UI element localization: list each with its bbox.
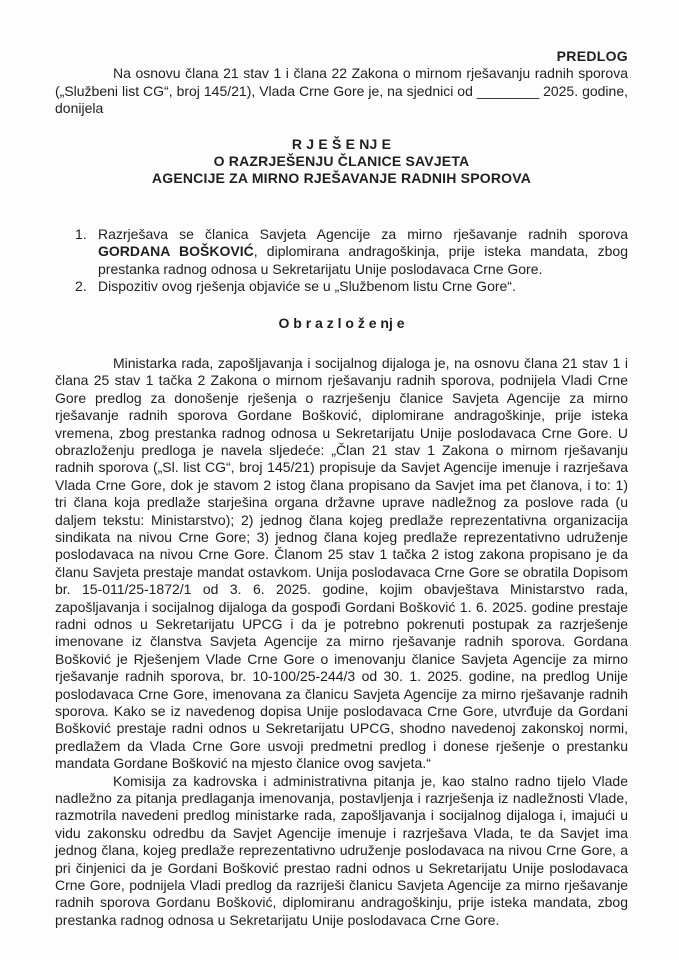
decision-title-line-2: O RAZRJEŠENJU ČLANICE SAVJETA (213, 153, 470, 170)
predlog-label: PREDLOG (556, 48, 628, 64)
obrazlozenje-heading: O b r a z l o ž e nj e (278, 315, 405, 332)
list-item-2-number: 2. (75, 278, 87, 295)
person-name: GORDANA BOŠKOVIĆ (98, 243, 254, 260)
decision-title-line-1: R J E Š E NJ E (291, 135, 392, 152)
list-item-1-text-before: Razrješava se članica Savjeta Agencije za mirno rješavanje radnih sporova (98, 225, 628, 242)
list-item-1-text (98, 226, 628, 277)
list-item-1-text-after: , diplomirana andragoškinja, prije isteka mandata, zbog prestanka radnog odnosa u Sekretarijatu Unije poslodavaca Crne Gore. (98, 243, 628, 277)
decision-title-block (55, 136, 628, 188)
list-item-2-text: Dispozitiv ovog rješenja objaviće se u „Službenom listu Crne Gore“. (98, 278, 516, 295)
intro-paragraph: Na osnovu člana 21 stav 1 i člana 22 Zakona o mirnom rješavanju radnih sporova („Službeni list CG“, broj 145/21), Vlada Crne Gore je, na sjednici od ________ 2025. godine, donijela (55, 65, 628, 117)
list-item-2 (55, 278, 628, 295)
reasoning-paragraph-2: Komisija za kadrovska i administrativna pitanja je, kao stalno radno tijelo Vlade nadležno za pitanja predlaganja imenovanja, postavljenja i razrješenja iz nadležnosti Vlade, razmotrila navedeni predlog ministarke rada, zapošljavanja i socijalnog dijaloga i, imajući u vidu zakonsku odredbu da Savjet Agencije imenuje i razrješava Vlada, te da Savjet ima jednog člana, kojeg predlaže reprezentativno udruženje poslodavaca na nivou Crne Gore, a pri činjenici da je Gordani Bošković prestao radni odnos u Sekretarijatu Unije poslodavaca Crne Gore, podnijela Vladi predlog da razriješi članicu Savjeta Agencije za mirno rješavanje radnih sporova Gordanu Bošković, diplomiranu andragoškinju, prije isteka mandata, zbog prestanka radnog odnosa u Sekretarijatu Unije poslodavaca Crne Gore. (55, 772, 628, 928)
reasoning-paragraph-1: Ministarka rada, zapošljavanja i socijalnog dijaloga je, na osnovu člana 21 stav 1 i člana 25 stav 1 tačka 2 Zakona o mirnom rješavanju radnih sporova, podnijela Vladi Crne Gore predlog za donošenje rješenja o razrješenju članice Savjeta Agencije za mirno rješavanje radnih sporova Gordane Bošković, diplomirane andragoškinje, prije isteka vremena, zbog prestanka radnog odnosa u Sekretarijatu Unije poslodavaca Crne Gore. U obrazloženju predloga je navela sljedeće: „Član 21 stav 1 Zakona o mirnom rješavanju radnih sporova („Sl. list CG“, broj 145/21) propisuje da Savjet Agencije imenuje i razrješava Vlada Crne Gore, dok je stavom 2 istog člana propisano da Savjet ima pet članova, i to: 1) tri člana koja predlaže starješina organa državne uprave nadležnog za poslove rada (u daljem tekstu: Ministarstvo); 2) jednog člana kojeg predlaže reprezentativna organizacija sindikata na nivou Crne Gore; 3) jednog člana kojeg predlaže reprezentativno udruženje poslodavaca na nivou Crne Gore. Članom 25 stav 1 tačka 2 istog zakona propisano je da članu Savjeta prestaje mandat ostavkom. Unija poslodavaca Crne Gore se obratila Dopisom br. 15-011/25-1872/1 od 3. 6. 2025. godine, kojim obavještava Ministarstvo rada, zapošljavanja i socijalnog dijaloga da gospođi Gordani Bošković 1. 6. 2025. godine prestaje radni odnos u Sekretarijatu UPCG i da je potrebno pokrenuti postupak za razrješenje imenovane iz članstva Savjeta Agencije za mirno rješavanje radnih sporova. Gordana Bošković je Rješenjem Vlade Crne Gore o imenovanju članice Savjeta Agencije za mirno rješavanje radnih sporova, br. 10-100/25-244/3 od 30. 1. 2025. godine, na predlog Unije poslodavaca Crne Gore, imenovana za članicu Savjeta Agencije za mirno rješavanje radnih sporova. Kako se iz navedenog dopisa Unije poslodavaca Crne Gore, utvrđuje da Gordani Bošković prestaje radni odnos u Sekretarijatu UPCG, shodno navedenoj zakonskoj normi, predlažem da Vlada Crne Gore usvoji predmetni predlog i donese rješenje o prestanku mandata Gordane Bošković na mjesto članice ovog savjeta.“ (55, 354, 628, 772)
decision-title-line-3: AGENCIJE ZA MIRNO RJEŠAVANJE RADNIH SPOROVA (151, 170, 532, 187)
list-item-1 (55, 226, 628, 278)
decision-items-list (55, 226, 628, 296)
list-item-1-number: 1. (75, 225, 87, 242)
